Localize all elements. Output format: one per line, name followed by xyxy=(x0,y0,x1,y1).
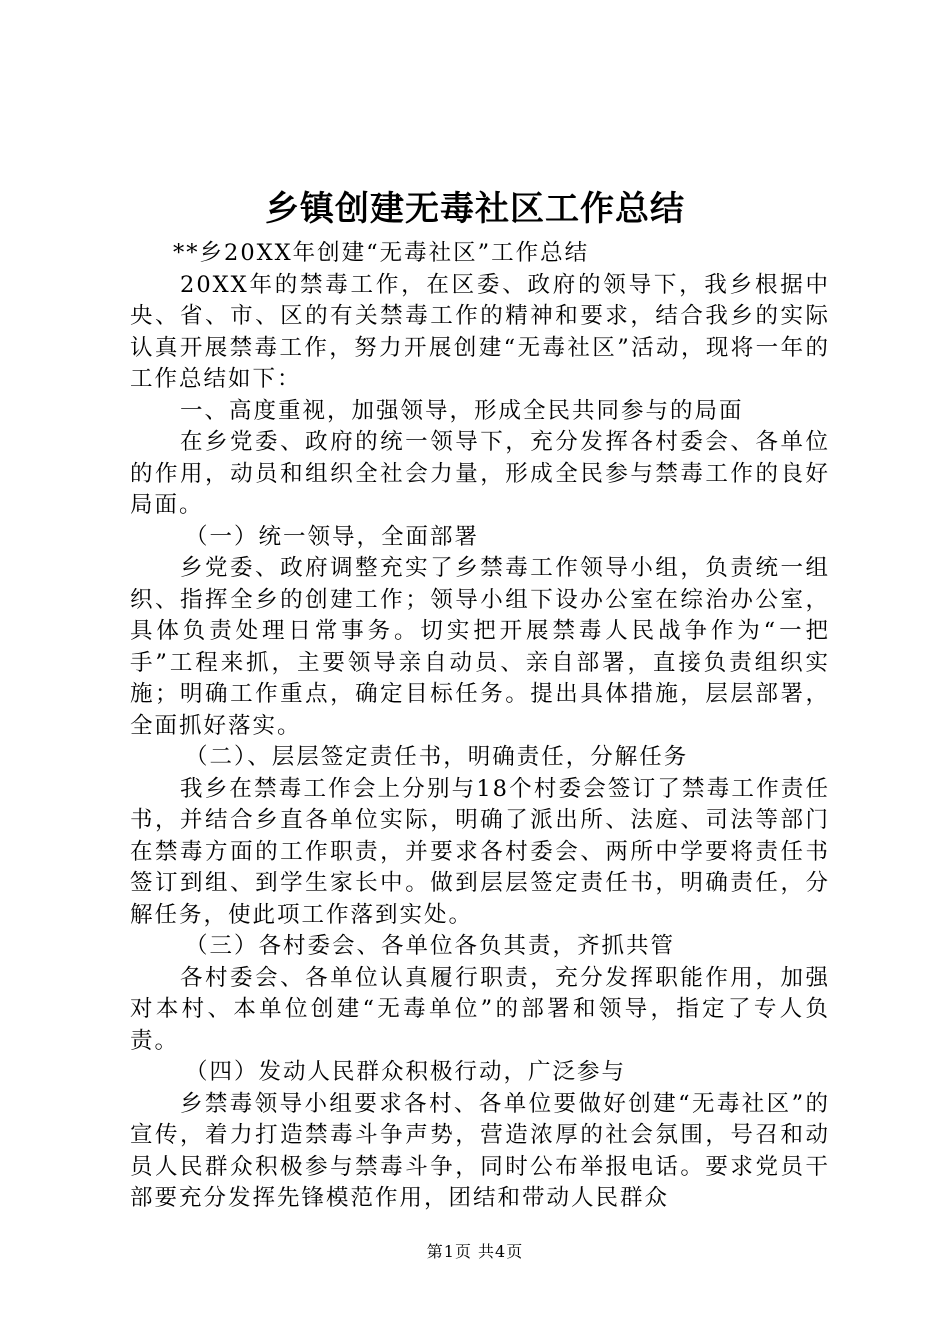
subsection-heading: （四）发动人民群众积极行动，广泛参与 xyxy=(185,1059,627,1085)
body-paragraph: 各村委会、各单位认真履行职责，充分发挥职能作用，加强对本村、本单位创建“无毒单位”的部署和领导，指定了专人负责。 xyxy=(130,964,830,1054)
body-paragraph: 乡禁毒领导小组要求各村、各单位要做好创建“无毒社区”的宣传，着力打造禁毒斗争声势，营造浓厚的社会氛围，号召和动员人民群众积极参与禁毒斗争，同时公布举报电话。要求党员干部要充分发挥先锋模范作用，团结和带动人民群众 xyxy=(130,1090,830,1211)
body-paragraph: 在乡党委、政府的统一领导下，充分发挥各村委会、各单位的作用，动员和组织全社会力量，形成全民参与禁毒工作的良好局面。 xyxy=(130,429,830,518)
body-paragraph: 我乡在禁毒工作会上分别与18个村委会签订了禁毒工作责任书，并结合乡直各单位实际，明确了派出所、法庭、司法等部门在禁毒方面的工作职责，并要求各村委会、两所中学要将责任书签订到组、到学生家长中。做到层层签定责任书，明确责任，分解任务，使此项工作落到实处。 xyxy=(130,775,830,928)
subsection-heading: （三）各村委会、各单位各负其责，齐抓共管 xyxy=(185,933,676,959)
body-paragraph: 乡党委、政府调整充实了乡禁毒工作领导小组，负责统一组织、指挥全乡的创建工作；领导小组下设办公室在综治办公室，具体负责处理日常事务。切实把开展禁毒人民战争作为“一把手”工程来抓，主要领导亲自动员、亲自部署，直接负责组织实施；明确工作重点，确定目标任务。提出具体措施，层层部署，全面抓好落实。 xyxy=(130,555,830,739)
document-title: 乡镇创建无毒社区工作总结 xyxy=(265,189,685,229)
document-subtitle: **乡20XX年创建“无毒社区”工作总结 xyxy=(173,240,590,266)
subsection-heading: （二）、层层签定责任书，明确责任，分解任务 xyxy=(185,744,689,770)
document-body xyxy=(130,238,830,1215)
page-number-footer: 第1页 共4页 xyxy=(426,1242,524,1261)
subsection-heading: （一）统一领导，全面部署 xyxy=(185,523,480,550)
section-heading: 一、高度重视，加强领导，形成全民共同参与的局面 xyxy=(180,397,744,424)
body-paragraph: 20XX年的禁毒工作，在区委、政府的领导下，我乡根据中央、省、市、区的有关禁毒工作的精神和要求，结合我乡的实际认真开展禁毒工作，努力开展创建“无毒社区”活动，现将一年的工作总结如下： xyxy=(130,271,830,392)
